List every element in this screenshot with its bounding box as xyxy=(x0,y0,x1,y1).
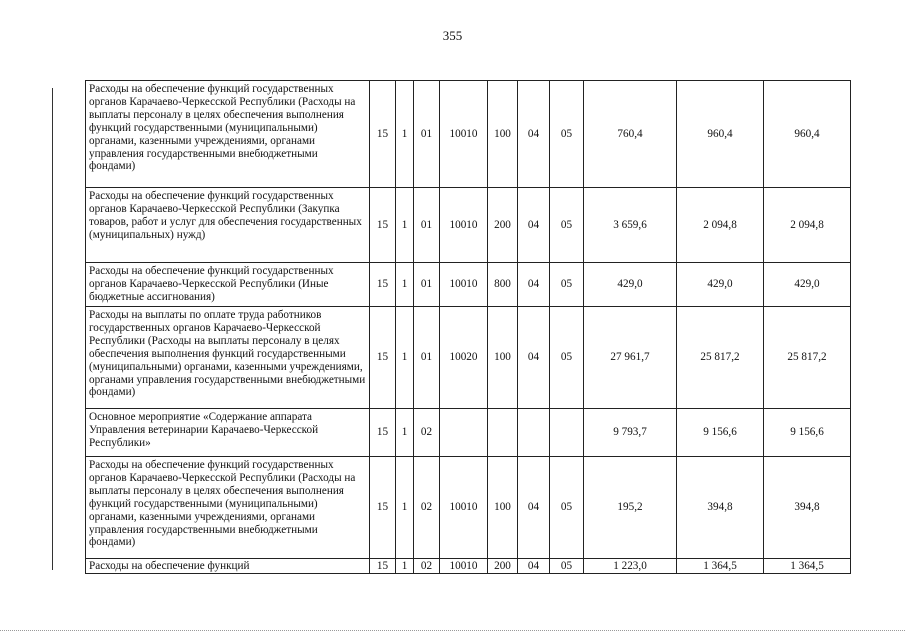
expense-name: Расходы на выплаты по оплате труда работников государственных органов Карачаево-Черкесской Республики (Расходы на выплаты персоналу в целях обеспечения выполнения функций государственными (муниципальными) органами, казенными учреждениями, органами управления государственными внебюджетными фондами) xyxy=(86,307,370,409)
code-subprogram: 02 xyxy=(414,457,440,559)
code-section: 04 xyxy=(518,263,550,307)
code-section: 04 xyxy=(518,307,550,409)
amount-year-1: 27 961,7 xyxy=(584,307,677,409)
code-subprogram: 01 xyxy=(414,81,440,188)
code-direction: 10010 xyxy=(440,188,488,263)
code-subsection: 05 xyxy=(550,188,584,263)
amount-year-1: 9 793,7 xyxy=(584,409,677,457)
amount-year-3: 25 817,2 xyxy=(764,307,851,409)
table-row xyxy=(86,559,851,574)
expense-name: Расходы на обеспечение функций государственных органов Карачаево-Черкесской Республики (Иные бюджетные ассигнования) xyxy=(86,263,370,307)
table-row xyxy=(86,409,851,457)
code-direction: 10020 xyxy=(440,307,488,409)
code-ministry: 15 xyxy=(370,188,396,263)
amount-year-3: 9 156,6 xyxy=(764,409,851,457)
code-section: 04 xyxy=(518,457,550,559)
code-expense-type xyxy=(488,409,518,457)
code-ministry: 15 xyxy=(370,263,396,307)
code-program: 1 xyxy=(396,263,414,307)
code-ministry: 15 xyxy=(370,559,396,574)
code-subsection: 05 xyxy=(550,263,584,307)
code-section xyxy=(518,409,550,457)
code-ministry: 15 xyxy=(370,81,396,188)
code-program: 1 xyxy=(396,409,414,457)
code-subsection: 05 xyxy=(550,559,584,574)
code-program: 1 xyxy=(396,81,414,188)
code-direction: 10010 xyxy=(440,559,488,574)
table-row xyxy=(86,457,851,559)
code-ministry: 15 xyxy=(370,409,396,457)
code-expense-type: 800 xyxy=(488,263,518,307)
code-subsection: 05 xyxy=(550,81,584,188)
amount-year-2: 1 364,5 xyxy=(677,559,764,574)
page-number: 355 xyxy=(442,28,463,43)
amount-year-2: 2 094,8 xyxy=(677,188,764,263)
amount-year-2: 9 156,6 xyxy=(677,409,764,457)
amount-year-2: 394,8 xyxy=(677,457,764,559)
amount-year-3: 429,0 xyxy=(764,263,851,307)
amount-year-2: 960,4 xyxy=(677,81,764,188)
expense-name: Основное мероприятие «Содержание аппарата Управления ветеринарии Карачаево-Черкесской Республики» xyxy=(86,409,370,457)
code-direction: 10010 xyxy=(440,81,488,188)
code-program: 1 xyxy=(396,307,414,409)
amount-year-1: 3 659,6 xyxy=(584,188,677,263)
code-program: 1 xyxy=(396,188,414,263)
table-row xyxy=(86,263,851,307)
code-expense-type: 200 xyxy=(488,559,518,574)
expense-name: Расходы на обеспечение функций государственных органов Карачаево-Черкесской Республики (Закупка товаров, работ и услуг для обеспечения государственных (муниципальных) нужд) xyxy=(86,188,370,263)
code-section: 04 xyxy=(518,81,550,188)
code-subsection: 05 xyxy=(550,307,584,409)
code-program: 1 xyxy=(396,457,414,559)
code-expense-type: 100 xyxy=(488,81,518,188)
code-subsection: 05 xyxy=(550,457,584,559)
code-ministry: 15 xyxy=(370,307,396,409)
expense-name: Расходы на обеспечение функций xyxy=(86,559,370,574)
amount-year-3: 2 094,8 xyxy=(764,188,851,263)
code-direction: 10010 xyxy=(440,457,488,559)
expense-name: Расходы на обеспечение функций государственных органов Карачаево-Черкесской Республики (Расходы на выплаты персоналу в целях обеспечения выполнения функций государственными (муниципальными) органами, казенными учреждениями, органами управления государственными внебюджетными фондами) xyxy=(86,81,370,188)
code-subprogram: 01 xyxy=(414,188,440,263)
code-subprogram: 01 xyxy=(414,307,440,409)
amount-year-3: 960,4 xyxy=(764,81,851,188)
table-row xyxy=(86,81,851,188)
scan-edge-line xyxy=(0,630,905,631)
code-ministry: 15 xyxy=(370,457,396,559)
left-margin-line xyxy=(52,88,53,570)
amount-year-3: 394,8 xyxy=(764,457,851,559)
code-section: 04 xyxy=(518,559,550,574)
code-subsection xyxy=(550,409,584,457)
code-program: 1 xyxy=(396,559,414,574)
amount-year-1: 1 223,0 xyxy=(584,559,677,574)
code-subprogram: 01 xyxy=(414,263,440,307)
code-expense-type: 200 xyxy=(488,188,518,263)
amount-year-2: 429,0 xyxy=(677,263,764,307)
budget-table xyxy=(85,80,851,574)
table-row xyxy=(86,307,851,409)
amount-year-3: 1 364,5 xyxy=(764,559,851,574)
amount-year-2: 25 817,2 xyxy=(677,307,764,409)
amount-year-1: 760,4 xyxy=(584,81,677,188)
code-subprogram: 02 xyxy=(414,559,440,574)
code-section: 04 xyxy=(518,188,550,263)
code-direction: 10010 xyxy=(440,263,488,307)
amount-year-1: 195,2 xyxy=(584,457,677,559)
code-expense-type: 100 xyxy=(488,307,518,409)
code-direction xyxy=(440,409,488,457)
amount-year-1: 429,0 xyxy=(584,263,677,307)
code-expense-type: 100 xyxy=(488,457,518,559)
code-subprogram: 02 xyxy=(414,409,440,457)
table-row xyxy=(86,188,851,263)
expense-name: Расходы на обеспечение функций государственных органов Карачаево-Черкесской Республики (Расходы на выплаты персоналу в целях обеспечения выполнения функций государственными (муниципальными) органами, казенными учреждениями, органами управления государственными внебюджетными фондами) xyxy=(86,457,370,559)
